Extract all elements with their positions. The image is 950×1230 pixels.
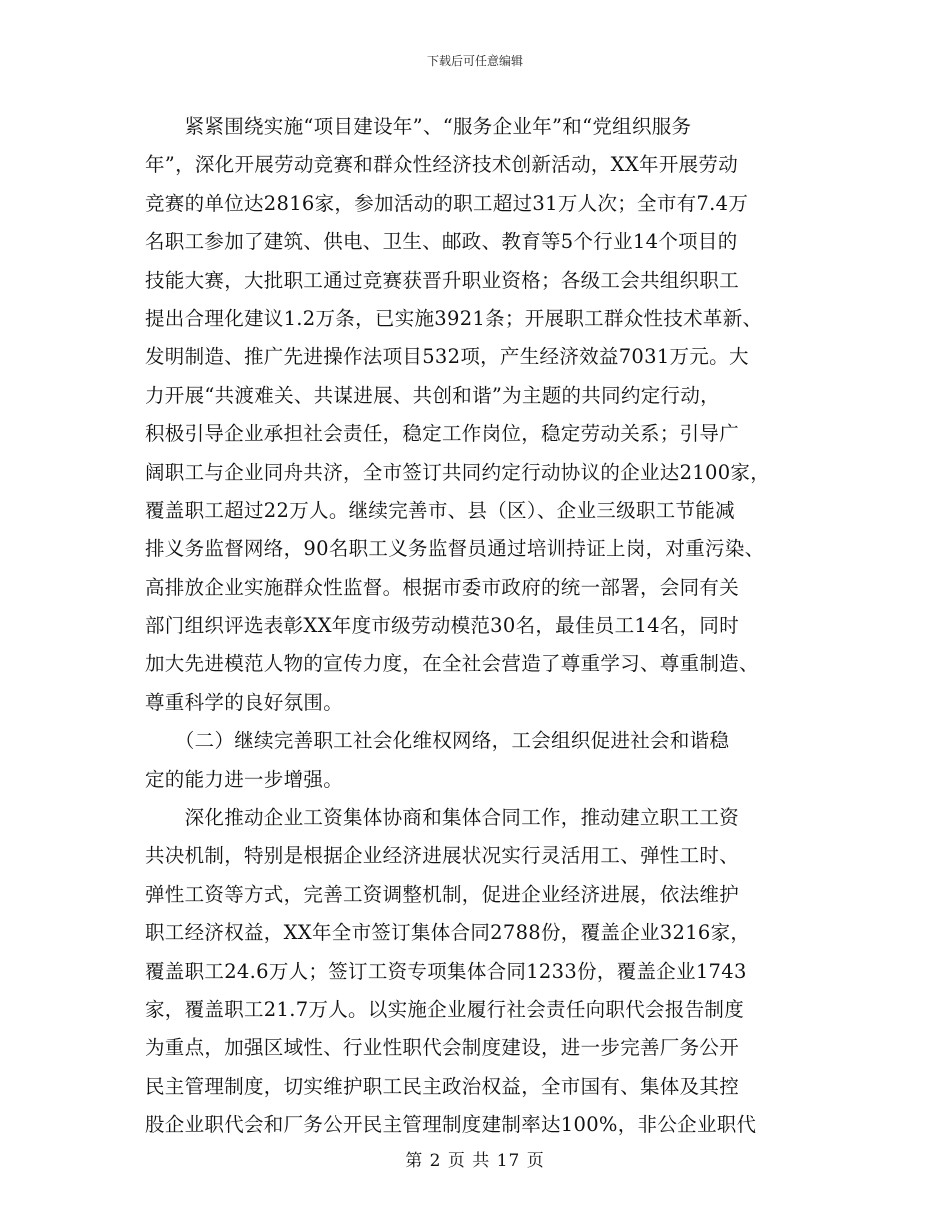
body-line: 积极引导企业承担社会责任，稳定工作岗位，稳定劳动关系；引导广 — [145, 422, 740, 446]
body-line: 技能大赛，大批职工通过竞赛获晋升职业资格；各级工会共组织职工 — [145, 268, 740, 292]
body-line: 民主管理制度，切实维护职工民主政治权益，全市国有、集体及其控 — [145, 1074, 740, 1098]
page-number-footer: 第 2 页 共 17 页 — [405, 1151, 545, 1171]
body-line: 名职工参加了建筑、供电、卫生、邮政、教育等5个行业14个项目的 — [145, 230, 738, 254]
body-line: 加大先进模范人物的宣传力度，在全社会营造了尊重学习、尊重制造、 — [145, 652, 759, 676]
document-body — [145, 108, 815, 1145]
body-line: 力开展“共渡难关、共谋进展、共创和谐”为主题的共同约定行动， — [145, 383, 720, 407]
body-line: 竞赛的单位达2816家，参加活动的职工超过31万人次；全市有7.4万 — [145, 191, 749, 215]
body-line: 排义务监督网络，90名职工义务监督员通过培训持证上岗，对重污染、 — [145, 537, 765, 561]
body-line: 高排放企业实施群众性监督。根据市委市政府的统一部署，会同有关 — [145, 575, 740, 599]
body-line: 年”，深化开展劳动竞赛和群众性经济技术创新活动，XX年开展劳动 — [145, 153, 739, 177]
body-line: 股企业职代会和厂务公开民主管理制度建制率达100%，非公企业职代 — [145, 1113, 757, 1137]
body-line: 覆盖职工超过22万人。继续完善市、县（区）、企业三级职工节能减 — [145, 498, 735, 522]
body-line: 提出合理化建议1.2万条，已实施3921条；开展职工群众性技术革新、 — [145, 306, 763, 330]
body-line: 深化推动企业工资集体协商和集体合同工作，推动建立职工工资 — [145, 806, 740, 830]
section-heading-line: 定的能力进一步增强。 — [145, 767, 344, 791]
body-line: 紧紧围绕实施“项目建设年”、“服务企业年”和“党组织服务 — [145, 115, 692, 138]
body-line: 弹性工资等方式，完善工资调整机制，促进企业经济进展，依法维护 — [145, 882, 740, 906]
body-line: 阔职工与企业同舟共济，全市签订共同约定行动协议的企业达2100家， — [145, 460, 771, 484]
body-line: 职工经济权益，XX年全市签订集体合同2788份，覆盖企业3216家， — [145, 921, 751, 945]
body-line: 覆盖职工24.6万人；签订工资专项集体合同1233份，覆盖企业1743 — [145, 959, 747, 983]
body-line: 部门组织评选表彰XX年度市级劳动模范30名，最佳员工14名，同时 — [145, 614, 739, 638]
body-line: 为重点，加强区域性、行业性职代会制度建设，进一步完善厂务公开 — [145, 1036, 740, 1060]
body-line: 尊重科学的良好氛围。 — [145, 690, 344, 714]
body-line: 发明制造、推广先进操作法项目532项，产生经济效益7031万元。大 — [145, 345, 749, 369]
section-heading-line: （二）继续完善职工社会化维权网络，工会组织促进社会和谐稳 — [145, 729, 730, 753]
body-line: 家，覆盖职工21.7万人。以实施企业履行社会责任向职代会报告制度 — [145, 997, 745, 1021]
body-line: 共决机制，特别是根据企业经济进展状况实行灵活用工、弹性工时、 — [145, 844, 740, 868]
page-header-note: 下载后可任意编辑 — [426, 54, 523, 68]
